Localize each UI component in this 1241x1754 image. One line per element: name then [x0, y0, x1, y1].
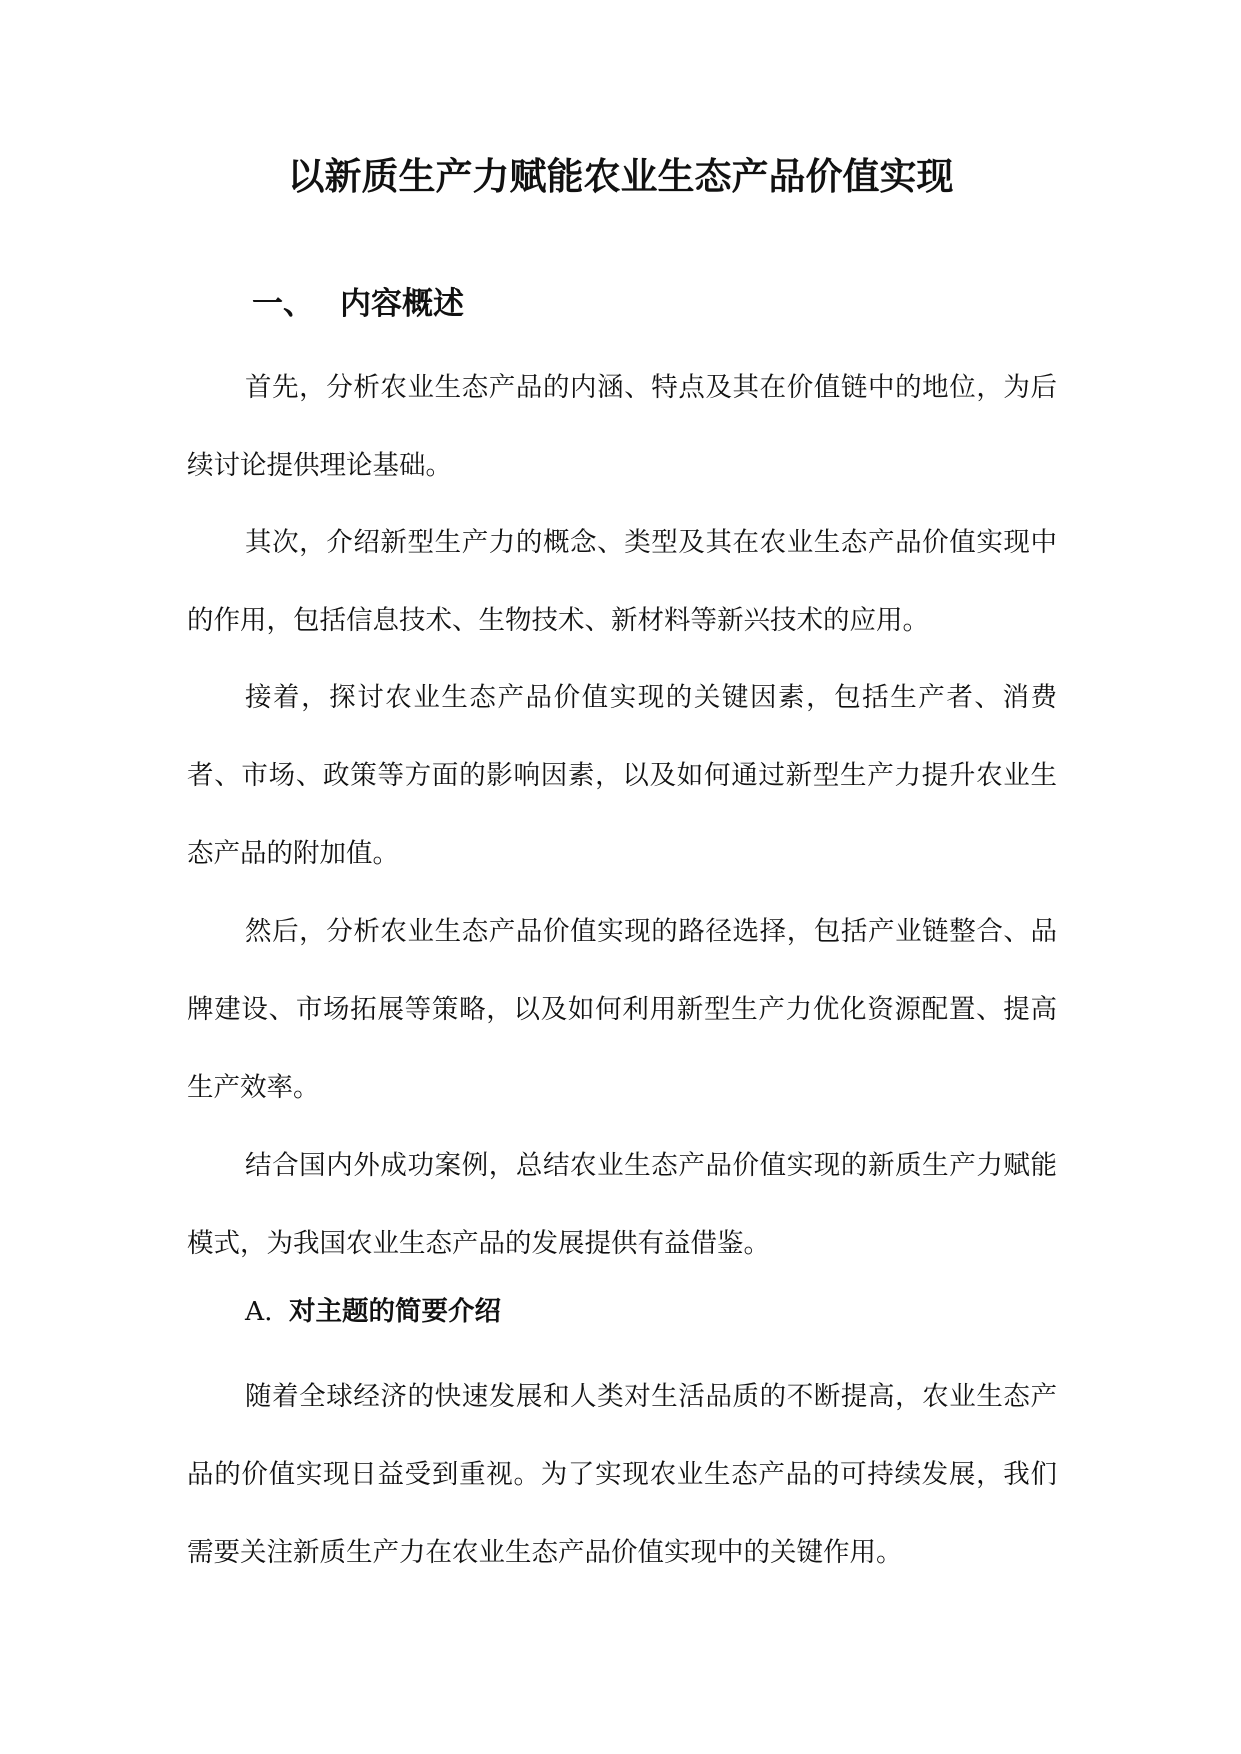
section-heading [252, 282, 464, 326]
subsection-letter: A. [245, 1296, 273, 1327]
body-paragraph: 接着，探讨农业生态产品价值实现的关键因素，包括生产者、消费者、市场、政策等方面的影响因素，以及如何通过新型生产力提升农业生态产品的附加值。 [187, 682, 1057, 869]
subsection-heading [245, 1292, 501, 1332]
section-title: 内容概述 [340, 286, 464, 322]
body-paragraph: 随着全球经济的快速发展和人类对生活品质的不断提高，农业生态产品的价值实现日益受到重视。为了实现农业生态产品的可持续发展，我们需要关注新质生产力在农业生态产品价值实现中的关键作用。 [187, 1381, 1057, 1568]
body-paragraph: 首先，分析农业生态产品的内涵、特点及其在价值链中的地位，为后续讨论提供理论基础。 [187, 372, 1057, 481]
body-paragraph: 其次，介绍新型生产力的概念、类型及其在农业生态产品价值实现中的作用，包括信息技术、生物技术、新材料等新兴技术的应用。 [187, 527, 1057, 636]
body-paragraph: 然后，分析农业生态产品价值实现的路径选择，包括产业链整合、品牌建设、市场拓展等策略，以及如何利用新型生产力优化资源配置、提高生产效率。 [187, 916, 1057, 1103]
section-number: 一、 [252, 286, 314, 322]
body-paragraph: 结合国内外成功案例，总结农业生态产品价值实现的新质生产力赋能模式，为我国农业生态产品的发展提供有益借鉴。 [187, 1150, 1057, 1259]
subsection-title: 对主题的简要介绍 [289, 1296, 501, 1327]
document-title: 以新质生产力赋能农业生态产品价值实现 [287, 155, 954, 198]
